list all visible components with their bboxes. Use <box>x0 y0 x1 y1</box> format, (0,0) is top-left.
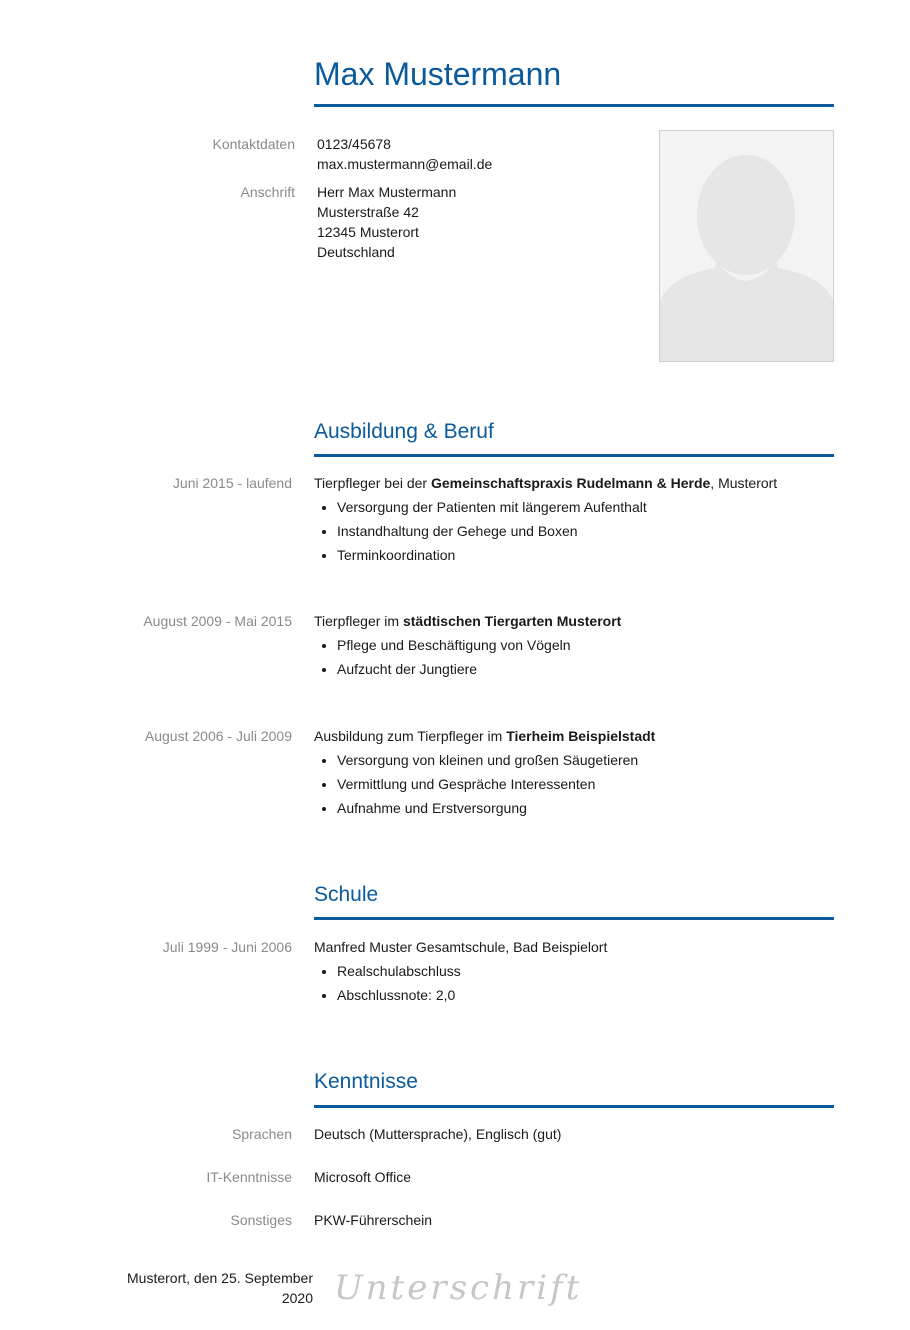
career-entry <box>314 726 834 822</box>
list-item: • Terminkoordination <box>337 545 834 565</box>
list-item: • Abschlussnote: 2,0 <box>337 985 834 1005</box>
address-line: Musterstraße 42 <box>317 204 419 220</box>
entry-bullets <box>314 635 834 679</box>
skill-label: Sprachen <box>232 1126 292 1142</box>
title-divider <box>314 104 834 107</box>
entry-heading: Tierpfleger im städtischen Tiergarten Musterort <box>314 613 622 629</box>
entry-heading: Manfred Muster Gesamtschule, Bad Beispielort <box>314 939 608 955</box>
list-item: • Instandhaltung der Gehege und Boxen <box>337 521 834 541</box>
profile-photo <box>659 130 834 362</box>
school-entry <box>314 937 834 1009</box>
skill-label: Sonstiges <box>230 1212 292 1228</box>
entry-date: Juni 2015 - laufend <box>172 475 292 491</box>
page-title: Max Mustermann <box>314 56 562 92</box>
employer-name: Tierheim Beispielstadt <box>506 728 656 744</box>
address-line: Herr Max Mustermann <box>317 184 457 200</box>
email-address: max.mustermann@email.de <box>317 156 493 172</box>
entry-bullets <box>314 961 834 1005</box>
skill-value: Microsoft Office <box>314 1169 411 1185</box>
list-item: • Pflege und Beschäftigung von Vögeln <box>337 635 834 655</box>
entry-bullets <box>314 497 834 565</box>
list-item: • Aufzucht der Jungtiere <box>337 659 834 679</box>
contact-label: Kontaktdaten <box>212 136 295 152</box>
employer-name: städtischen Tiergarten Musterort <box>402 613 622 629</box>
list-item: • Vermittlung und Gespräche Interessenten <box>337 774 834 794</box>
place-date-year: 2020 <box>281 1290 313 1306</box>
person-silhouette-icon <box>660 131 833 361</box>
section-title-career: Ausbildung & Beruf <box>314 420 494 443</box>
address-label: Anschrift <box>240 184 295 200</box>
signature: Unterschrift <box>334 1268 583 1308</box>
section-title-skills: Kenntnisse <box>314 1070 418 1093</box>
address-line: Deutschland <box>317 244 395 260</box>
place-date: Musterort, den 25. September <box>127 1270 313 1286</box>
career-entry <box>314 473 834 569</box>
list-item: • Realschulabschluss <box>337 961 834 981</box>
entry-date: Juli 1999 - Juni 2006 <box>162 939 292 955</box>
section-title-school: Schule <box>314 883 379 906</box>
entry-heading: Ausbildung zum Tierpfleger im Tierheim Beispielstadt <box>314 728 656 744</box>
entry-date: August 2006 - Juli 2009 <box>144 728 292 744</box>
entry-date: August 2009 - Mai 2015 <box>143 613 292 629</box>
phone-number: 0123/45678 <box>317 136 391 152</box>
section-divider <box>314 917 834 920</box>
skill-label: IT-Kenntnisse <box>206 1169 292 1185</box>
section-divider <box>314 1105 834 1108</box>
skill-value: Deutsch (Muttersprache), Englisch (gut) <box>314 1126 562 1142</box>
address-line: 12345 Musterort <box>317 224 419 240</box>
career-entry <box>314 611 834 683</box>
list-item: • Versorgung der Patienten mit längerem Aufenthalt <box>337 497 834 517</box>
skill-value: PKW-Führerschein <box>314 1212 433 1228</box>
employer-name: Gemeinschaftspraxis Rudelmann & Herde <box>430 475 711 491</box>
entry-bullets <box>314 750 834 818</box>
section-divider <box>314 454 834 457</box>
entry-heading: Tierpfleger bei der Gemeinschaftspraxis Rudelmann & Herde, Musterort <box>314 475 778 491</box>
list-item: • Versorgung von kleinen und großen Säugetieren <box>337 750 834 770</box>
list-item: • Aufnahme und Erstversorgung <box>337 798 834 818</box>
